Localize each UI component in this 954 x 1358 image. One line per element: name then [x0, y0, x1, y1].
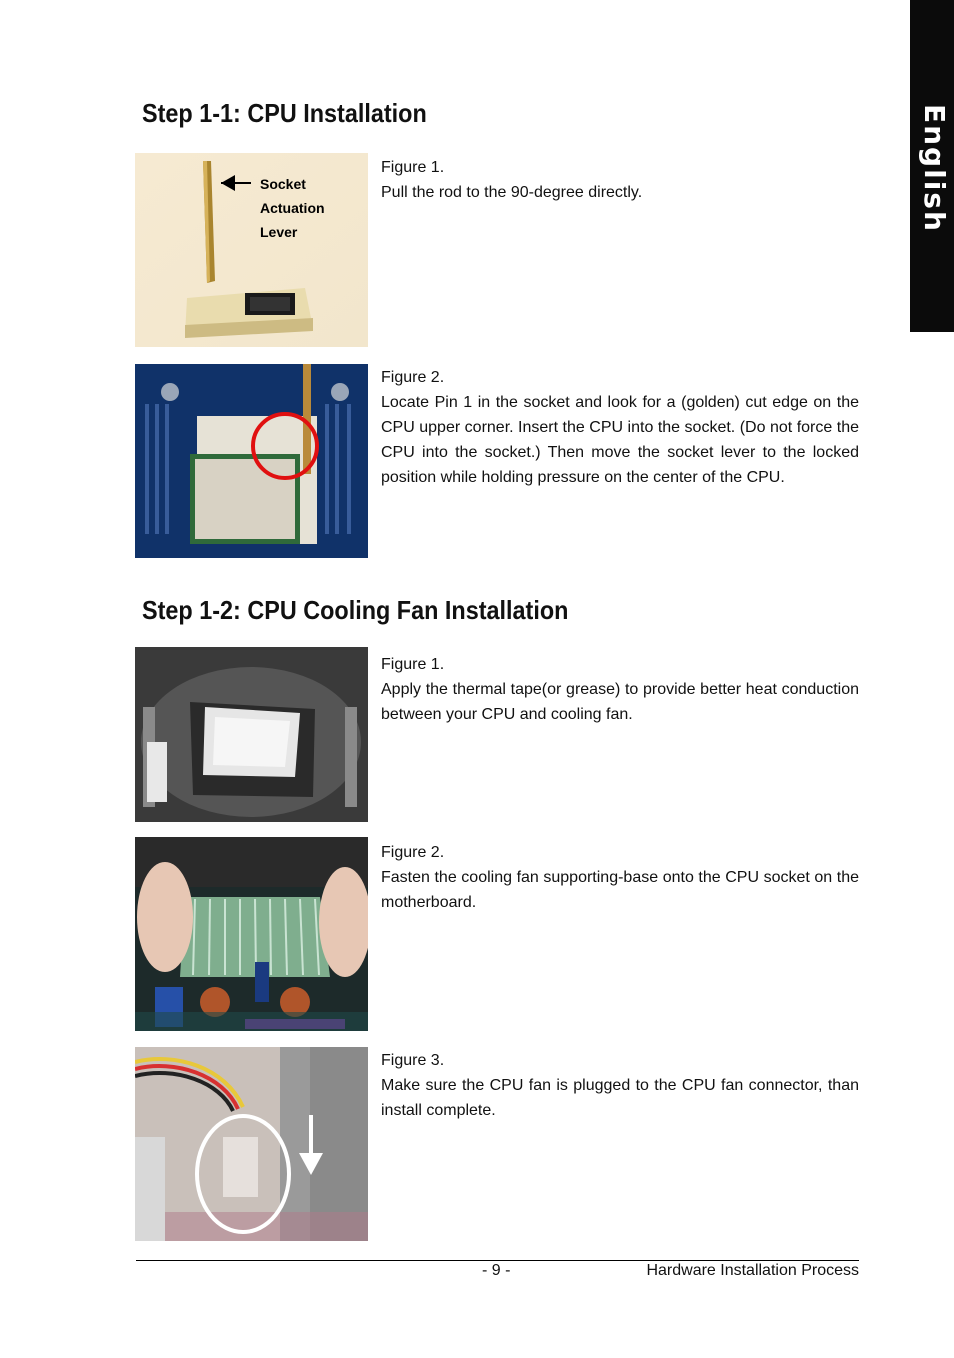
language-tab-label: English [918, 104, 951, 233]
footer-section-title: Hardware Installation Process [646, 1262, 859, 1279]
figure-text: Make sure the CPU fan is plugged to the CPU fan connector, than install complete. [381, 1077, 859, 1119]
footer-divider [136, 1260, 859, 1261]
fan-connector-photo [135, 1047, 368, 1241]
figure-caption: Figure 1. [381, 656, 445, 673]
thermal-tape-photo [135, 647, 368, 822]
step-1-2-heading: Step 1-2: CPU Cooling Fan Installation [142, 595, 569, 625]
figure-caption: Figure 2. [381, 369, 445, 386]
figure-caption: Figure 3. [381, 1052, 445, 1069]
figure-caption: Figure 1. [381, 159, 445, 176]
page-number: - 9 - [482, 1262, 511, 1279]
step-1-2-figure-3 [381, 1048, 859, 1123]
step-1-1-figure-2 [381, 365, 859, 490]
figure-caption: Figure 2. [381, 844, 445, 861]
cpu-socket-photo [135, 364, 368, 558]
step-1-1-heading: Step 1-1: CPU Installation [142, 98, 427, 128]
socket-lever-photo [135, 153, 368, 347]
photo-label-actuation: Actuation [260, 200, 325, 216]
language-tab [910, 0, 954, 332]
figure-text: Apply the thermal tape(or grease) to provide better heat conduction between your CPU and cooling fan. [381, 681, 859, 723]
step-1-1-figure-1 [381, 155, 859, 205]
fan-base-photo [135, 837, 368, 1031]
photo-label-lever: Lever [260, 224, 298, 240]
figure-text: Pull the rod to the 90-degree directly. [381, 184, 643, 201]
step-1-2-figure-1 [381, 652, 859, 727]
figure-text: Locate Pin 1 in the socket and look for a (golden) cut edge on the CPU upper corner. Insert the CPU into the socket. (Do not force the CPU into the socket.) Then move the socket lever to the locked position while holding pressure on the center of the CPU. [381, 394, 859, 486]
step-1-2-figure-2 [381, 840, 859, 915]
photo-label-socket: Socket [260, 176, 306, 192]
figure-text: Fasten the cooling fan supporting-base onto the CPU socket on the motherboard. [381, 869, 859, 911]
